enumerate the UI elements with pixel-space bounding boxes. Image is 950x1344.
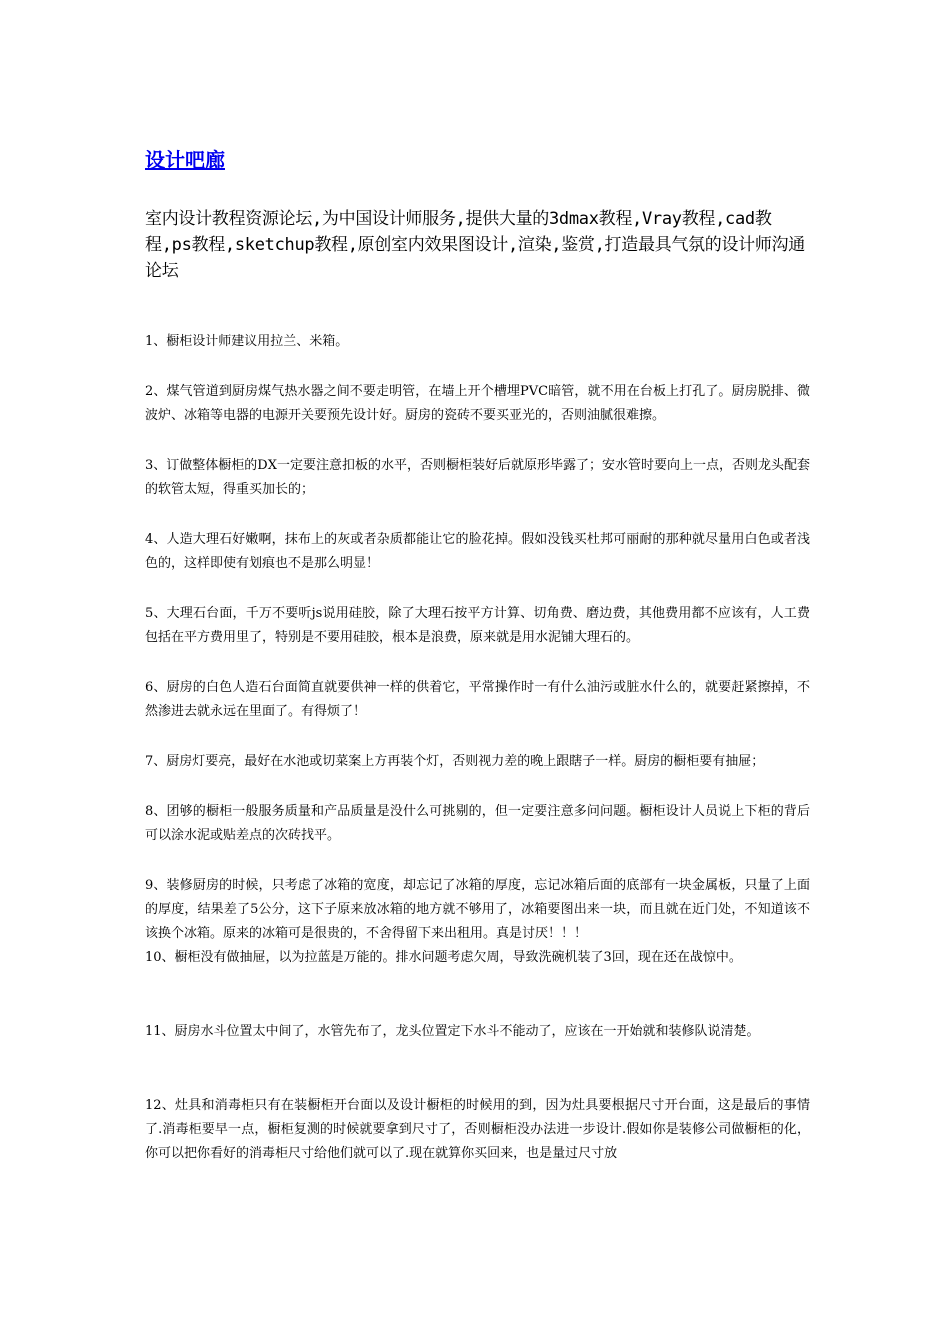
tip-item: 2、煤气管道到厨房煤气热水器之间不要走明管，在墙上开个槽埋PVC暗管，就不用在台板上打孔了。厨房脱排、微波炉、冰箱等电器的电源开关要预先设计好。厨房的瓷砖不要买亚光的，否则油腻很难擦。 bbox=[145, 384, 810, 423]
site-description: 室内设计教程资源论坛,为中国设计师服务,提供大量的3dmax教程,Vray教程,cad教程,ps教程,sketchup教程,原创室内效果图设计,渲染,鉴赏,打造最具气氛的设计师沟通论坛 bbox=[145, 209, 805, 281]
tip-item: 7、厨房灯要亮，最好在水池或切菜案上方再装个灯，否则视力差的晚上跟瞎子一样。厨房的橱柜要有抽屉； bbox=[145, 754, 765, 769]
tip-item: 6、厨房的白色人造石台面简直就要供神一样的供着它，平常操作时一有什么油污或脏水什么的，就要赶紧擦掉，不然渗进去就永远在里面了。有得烦了！ bbox=[145, 680, 810, 719]
tip-item: 12、灶具和消毒柜只有在装橱柜开台面以及设计橱柜的时候用的到，因为灶具要根据尺寸开台面，这是最后的事情了.消毒柜要早一点，橱柜复测的时候就要拿到尺寸了，否则橱柜没办法进一步设计.假如你是装修公司做橱柜的化，你可以把你看好的消毒柜尺寸给他们就可以了.现在就算你买回来，也是量过尺寸放 bbox=[145, 1098, 810, 1161]
tip-item: 1、橱柜设计师建议用拉兰、米箱。 bbox=[145, 334, 349, 349]
tip-item: 11、厨房水斗位置太中间了，水管先布了，龙头位置定下水斗不能动了，应该在一开始就和装修队说清楚。 bbox=[145, 1024, 760, 1039]
site-title-link[interactable]: 设计吧廊 bbox=[145, 148, 225, 172]
tip-item: 9、装修厨房的时候，只考虑了冰箱的宽度，却忘记了冰箱的厚度，忘记冰箱后面的底部有一块金属板，只量了上面的厚度，结果差了5公分，这下子原来放冰箱的地方就不够用了，冰箱要图出来一块，而且就在近门处，不知道该不该换个冰箱。原来的冰箱可是很贵的，不舍得留下来出租用。真是讨厌！！！ bbox=[145, 878, 810, 941]
tips-list bbox=[145, 330, 810, 1192]
tip-item: 10、橱柜没有做抽屉，以为拉蓝是万能的。排水问题考虑欠周，导致洗碗机装了3回，现在还在战惊中。 bbox=[145, 950, 742, 965]
tip-item: 5、大理石台面，千万不要听js说用硅胶，除了大理石按平方计算、切角费、磨边费，其他费用都不应该有，人工费包括在平方费用里了，特别是不要用硅胶，根本是浪费，原来就是用水泥铺大理石的。 bbox=[145, 606, 810, 645]
tip-item: 3、订做整体橱柜的DX一定要注意扣板的水平，否则橱柜装好后就原形毕露了；安水管时要向上一点，否则龙头配套的软管太短，得重买加长的； bbox=[145, 458, 810, 497]
tip-item: 8、团够的橱柜一般服务质量和产品质量是没什么可挑剔的，但一定要注意多问问题。橱柜设计人员说上下柜的背后可以涂水泥或贴差点的次砖找平。 bbox=[145, 804, 810, 843]
tip-item: 4、人造大理石好嫩啊，抹布上的灰或者杂质都能让它的脸花掉。假如没钱买杜邦可丽耐的那种就尽量用白色或者浅色的，这样即使有划痕也不是那么明显！ bbox=[145, 532, 810, 571]
